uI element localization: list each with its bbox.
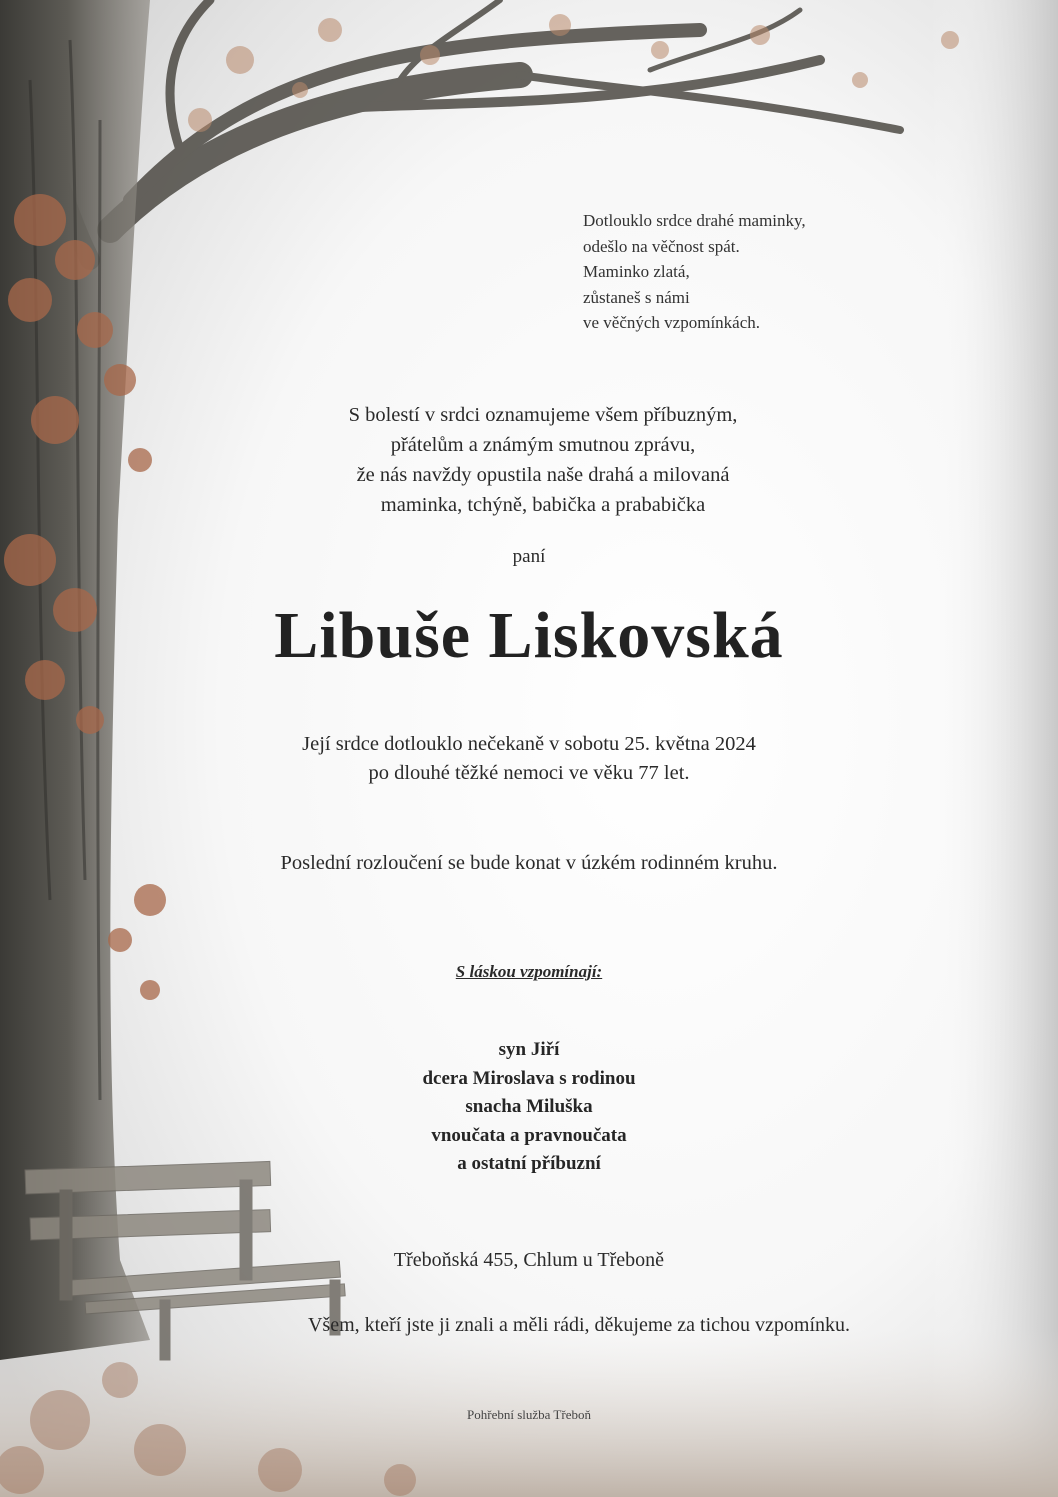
mourner-item: snacha Miluška xyxy=(465,1096,593,1117)
poem-line: Dotlouklo srdce drahé maminky, xyxy=(583,211,806,230)
intro-line: S bolestí v srdci oznamujeme všem příbuzným, xyxy=(348,404,738,426)
mourner-item: syn Jiří xyxy=(498,1039,560,1060)
death-info-line: Její srdce dotlouklo nečekaně v sobotu 25. května 2024 xyxy=(302,733,756,755)
poem-line: odešlo na věčnost spát. xyxy=(583,236,740,256)
farewell-notice: Poslední rozloučení se bude konat v úzkém rodinném kruhu. xyxy=(280,852,778,874)
mourner-item: dcera Miroslava s rodinou xyxy=(422,1067,636,1089)
intro-line: že nás navždy opustila naše drahá a milovaná xyxy=(356,464,730,486)
poem-line: Maminko zlatá, xyxy=(583,262,690,281)
deceased-name: Libuše Liskovská xyxy=(274,599,784,672)
death-info xyxy=(0,730,1058,788)
remembrance-heading: S láskou vzpomínají: xyxy=(455,962,603,981)
announcement-intro xyxy=(14,400,1058,520)
mourner-item: vnoučata a pravnoučata xyxy=(431,1124,627,1146)
death-info-line: po dlouhé těžké nemoci ve věku 77 let. xyxy=(368,762,690,784)
funeral-service-footer: Pohřební služba Třeboň xyxy=(467,1407,591,1422)
poem-line: zůstaneš s námi xyxy=(583,287,690,307)
title-word: paní xyxy=(512,546,546,567)
address: Třeboňská 455, Chlum u Třeboně xyxy=(393,1249,665,1271)
thanks-note: Všem, kteří jste ji znali a měli rádi, děkujeme za tichou vzpomínku. xyxy=(307,1314,851,1336)
poem-line: ve věčných vzpomínkách. xyxy=(583,313,761,332)
intro-line: přátelům a známým smutnou zprávu, xyxy=(390,434,696,456)
mourner-item: a ostatní příbuzní xyxy=(457,1153,601,1174)
poem-verse xyxy=(583,208,903,336)
intro-line: maminka, tchýně, babička a prababička xyxy=(380,494,706,516)
mourners-list xyxy=(0,1036,1058,1179)
